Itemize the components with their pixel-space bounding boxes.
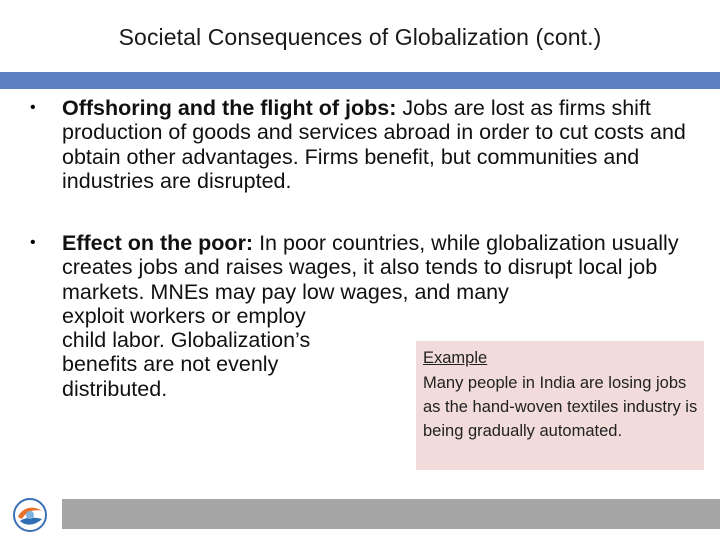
example-body: Many people in India are losing jobs as the hand-woven textiles industry is being gradually automated. xyxy=(423,374,698,440)
footer-bar xyxy=(62,499,720,529)
bullet-lead: Effect on the poor: xyxy=(62,231,254,255)
bullet-line: distributed. xyxy=(62,376,168,401)
bullet-body: Jobs are lost as firms shift production of goods and services abroad in order to cut costs and obtain other advantages. Firms benefit, but communities and industries are disrupted. xyxy=(62,96,686,193)
bullet-marker: • xyxy=(30,234,36,251)
globe-logo-icon xyxy=(12,497,48,533)
bullet-offshoring xyxy=(62,96,692,193)
title-divider-bar xyxy=(0,72,720,89)
bullet-line: exploit workers or employ xyxy=(62,303,306,328)
bullet-marker: • xyxy=(30,99,36,116)
example-title: Example xyxy=(423,349,488,367)
example-callout xyxy=(416,341,704,470)
bullet-line: child labor. Globalization’s xyxy=(62,328,311,353)
page-title: Societal Consequences of Globalization (cont.) xyxy=(118,24,602,50)
bullet-body: In poor countries, while globalization usually creates jobs and raises wages, it also tends to disrupt local job markets. MNEs may pay low wages, and many xyxy=(62,231,679,304)
bullet-lead: Offshoring and the flight of jobs: xyxy=(62,96,397,120)
bullet-line: benefits are not evenly xyxy=(62,352,279,377)
